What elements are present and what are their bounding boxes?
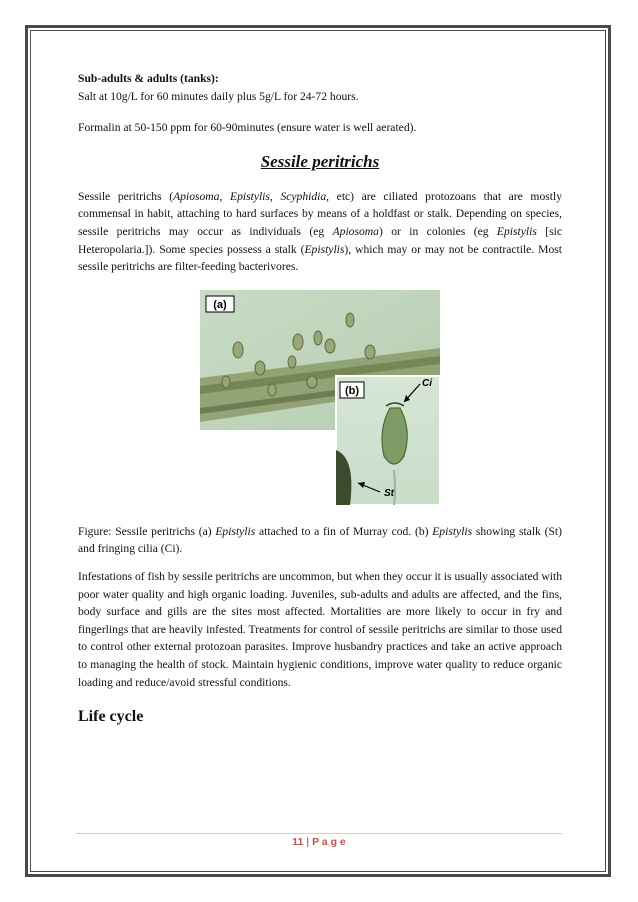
epistylis-zooid xyxy=(382,408,407,464)
footer-separator: | xyxy=(306,836,310,848)
stalk xyxy=(394,470,395,505)
micrograph-image xyxy=(200,290,440,505)
figure-caption: Figure: Sessile peritrichs (a) Epistylis attached to a fin of Murray cod. (b) Epistylis showing stalk (St) and fringing cilia (Ci). xyxy=(78,524,562,556)
panel-b-label: (b) xyxy=(344,384,360,397)
formalin-treatment-line: Formalin at 50-150 ppm for 60-90minutes (ensure water is well aerated). xyxy=(78,121,417,135)
page-content xyxy=(78,70,562,728)
cilia-label: Ci xyxy=(422,377,432,389)
salt-treatment-line: Salt at 10g/L for 60 minutes daily plus 5g/L for 24-72 hours. xyxy=(78,89,359,103)
section-heading: Sessile peritrichs xyxy=(260,151,380,171)
stalk-label: St xyxy=(384,487,394,499)
infestation-paragraph: Infestations of fish by sessile peritrichs are uncommon, but when they occur it is usually associated with poor water quality and high organic loading. Juveniles, sub-adults and adults are affected, and the fins, body surface and gills are the sites most affected. Mortalities are more likely to occur in fry and fingerlings that are heavily infested. Treatments for control of sessile peritrichs are similar to those used to control other external protozoan parasites. Improve husbandry practices and take an active approach to managing the health of stock. Maintain hygienic conditions, improve water quality to reduce organic loading and reduce/avoid stressful conditions. xyxy=(78,569,562,689)
life-cycle-heading: Life cycle xyxy=(78,708,144,726)
subsection-title: Sub-adults & adults (tanks): xyxy=(78,72,219,85)
footer-rule xyxy=(76,833,562,834)
panel-a-label: (a) xyxy=(213,298,227,311)
page-word: P a g e xyxy=(312,836,346,848)
intro-paragraph: Sessile peritrichs (Apiosoma, Epistylis, Scyphidia, etc) are ciliated protozoans that are mostly commensal in habit, attaching to hard surfaces by means of a holdfast or stalk. Depending on species, sessile peritrichs may occur as individuals (eg Apiosoma) or in colonies (eg Epistylis [sic Heteropolaria.]). Some species possess a stalk (Epistylis), which may or may not be contractile. Most sessile peritrichs are filter-feeding bacterivores. xyxy=(78,189,562,274)
page-number: 11 xyxy=(292,836,304,848)
page-footer xyxy=(0,836,638,848)
micrograph-figure xyxy=(200,290,440,505)
